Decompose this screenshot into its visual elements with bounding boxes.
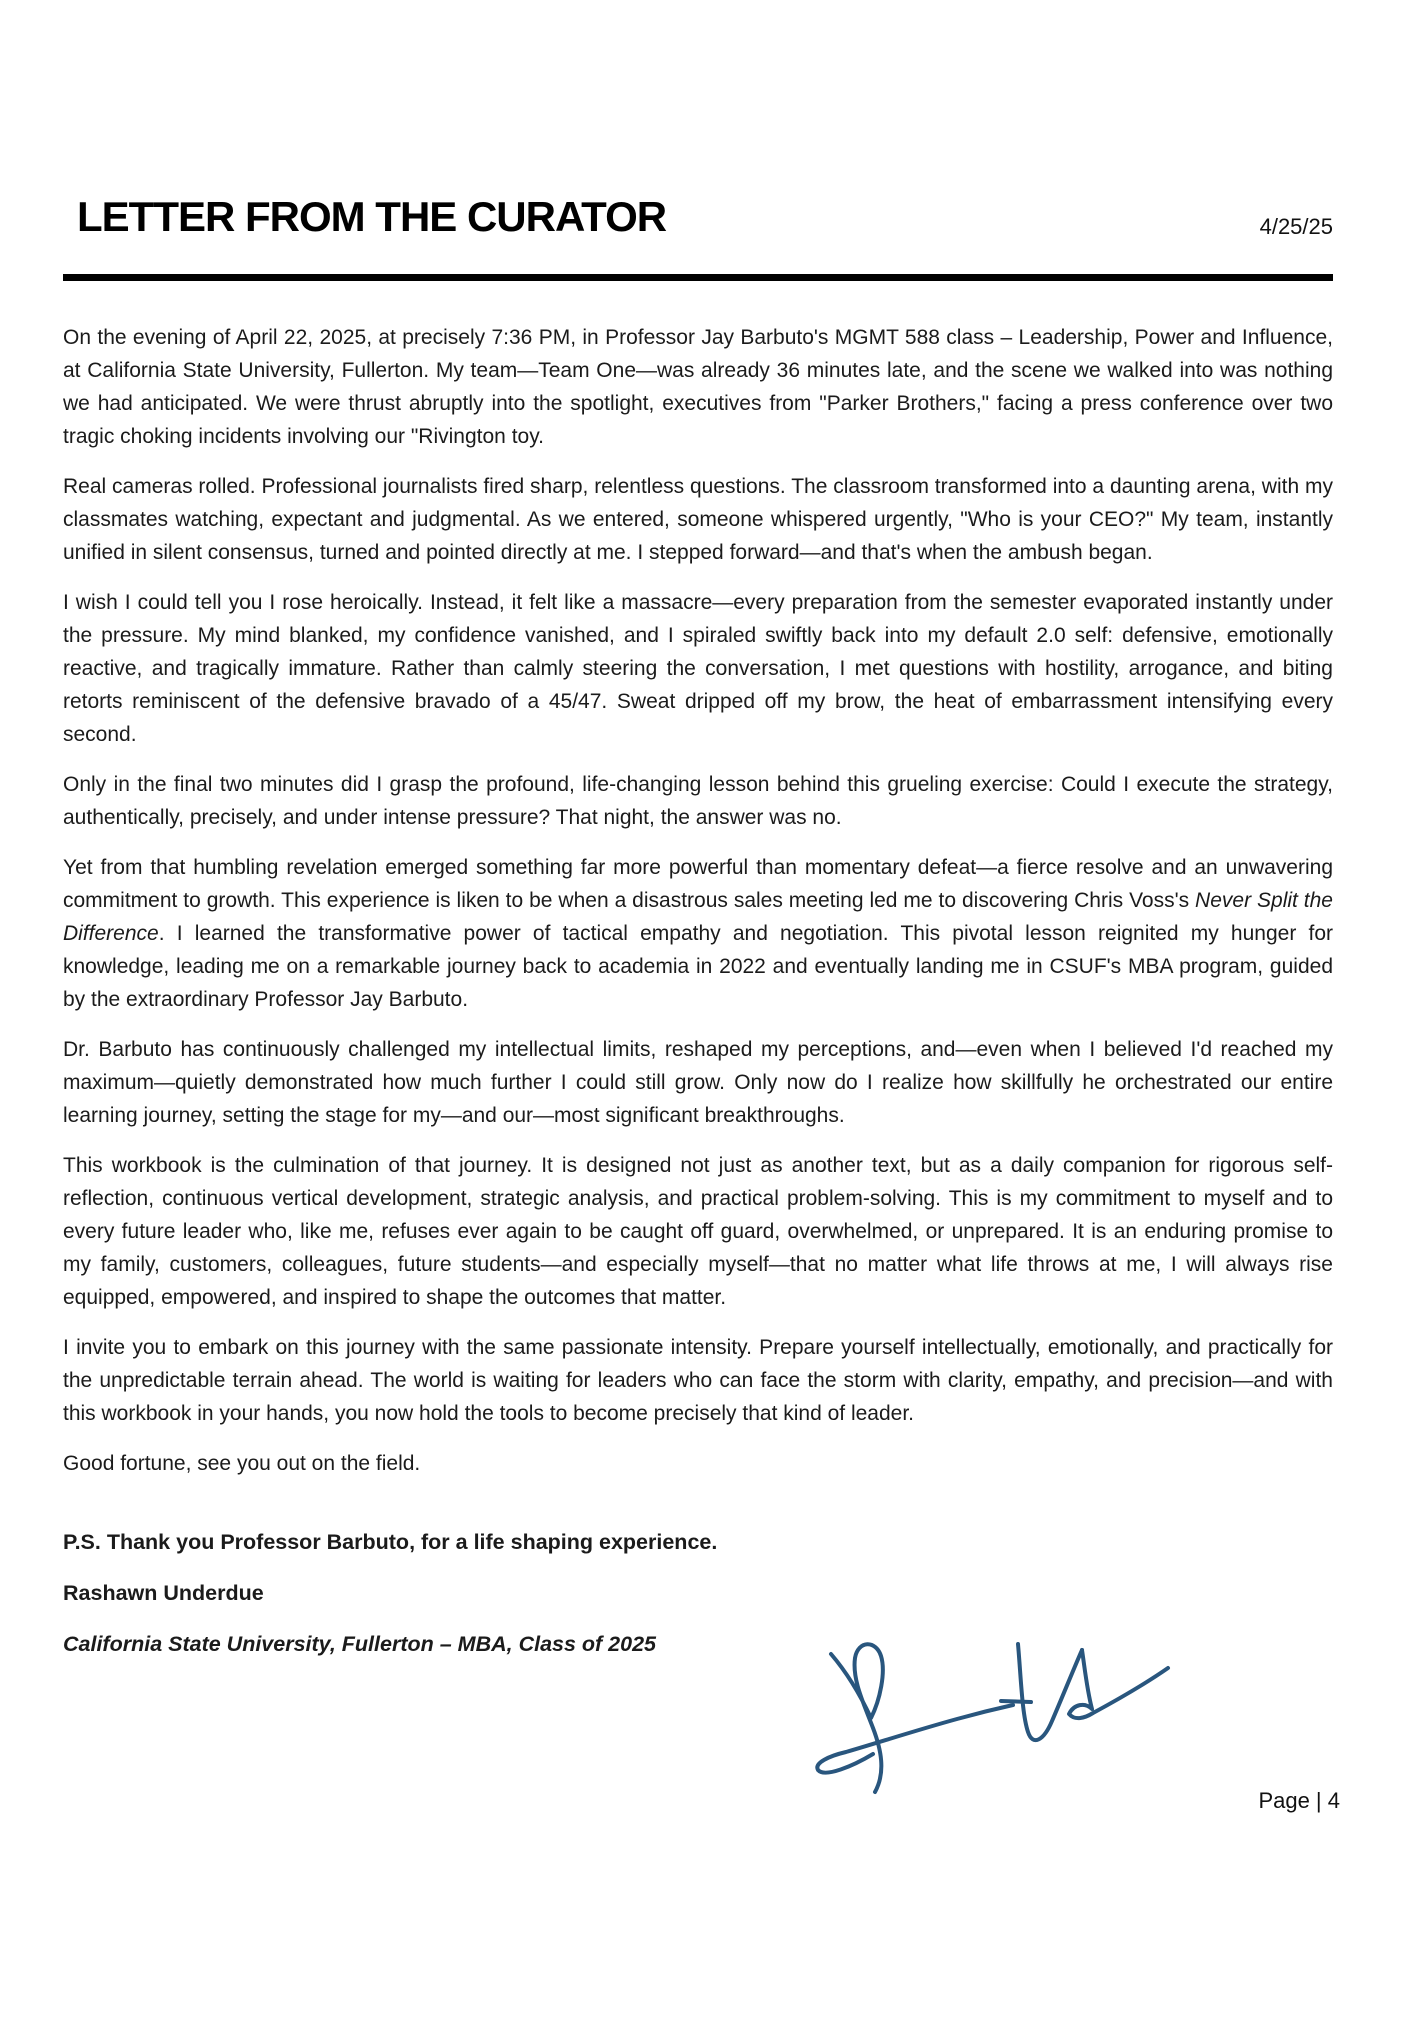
page-title: LETTER FROM THE CURATOR xyxy=(77,193,667,240)
title-divider xyxy=(63,274,1333,281)
body-paragraph: On the evening of April 22, 2025, at precisely 7:36 PM, in Professor Jay Barbuto's MGMT 588 class – Leadership, Power and Influence, at California State University, Fullerton. My team—Team One—was already 36 minutes late, and the scene we walked into was nothing we had anticipated. We were thrust abruptly into the spotlight, executives from "Parker Brothers," facing a press conference over two tragic choking incidents involving our "Rivington toy. xyxy=(63,326,1333,448)
body-paragraph xyxy=(63,851,1333,1016)
body-paragraph: I wish I could tell you I rose heroically. Instead, it felt like a massacre—every preparation from the semester evaporated instantly under the pressure. My mind blanked, my confidence vanished, and I spiraled swiftly back into my default 2.0 self: defensive, emotionally reactive, and tragically immature. Rather than calmly steering the conversation, I met questions with hostility, arrogance, and biting retorts reminiscent of the defensive bravado of a 45/47. Sweat dripped off my brow, the heat of embarrassment intensifying every second. xyxy=(63,591,1333,746)
ps-line: P.S. Thank you Professor Barbuto, for a life shaping experience. xyxy=(63,1530,718,1554)
body-paragraph: Good fortune, see you out on the field. xyxy=(63,1452,421,1475)
closing-block xyxy=(63,1526,1333,1661)
body-paragraph: I invite you to embark on this journey with the same passionate intensity. Prepare yourself intellectually, emotionally, and practically for the unpredictable terrain ahead. The world is waiting for leaders who can face the storm with clarity, empathy, and precision—and with this workbook in your hands, you now hold the tools to become precisely that kind of leader. xyxy=(63,1336,1333,1425)
book-title: Never Split the Difference xyxy=(63,889,1333,945)
body-paragraph: This workbook is the culmination of that journey. It is designed not just as another text, but as a daily companion for rigorous self-reflection, continuous vertical development, strategic analysis, and practical problem-solving. This is my commitment to myself and to every future leader who, like me, refuses ever again to be caught off guard, overwhelmed, or unprepared. It is an enduring promise to my family, customers, colleagues, future students—and especially myself—that no matter what life throws at me, I will always rise equipped, empowered, and inspired to shape the outcomes that matter. xyxy=(63,1154,1333,1309)
author-name: Rashawn Underdue xyxy=(63,1581,264,1605)
document-date: 4/25/25 xyxy=(1259,214,1333,239)
page-number: Page | 4 xyxy=(1258,1788,1340,1813)
body-paragraph: Dr. Barbuto has continuously challenged my intellectual limits, reshaped my perceptions, and—even when I believed I'd reached my maximum—quietly demonstrated how much further I could still grow. Only now do I realize how skillfully he orchestrated our entire learning journey, setting the stage for my—and our—most significant breakthroughs. xyxy=(63,1038,1333,1127)
page-header xyxy=(63,193,1333,240)
paragraph-text: Yet from that humbling revelation emerged something far more powerful than momentary defeat—a fierce resolve and an unwavering commitment to growth. This experience is liken to be when a disastrous sales meeting led me to discovering Chris Voss's xyxy=(63,856,1333,912)
body-paragraph: Real cameras rolled. Professional journalists fired sharp, relentless questions. The classroom transformed into a daunting arena, with my classmates watching, expectant and judgmental. As we entered, someone whispered urgently, "Who is your CEO?" My team, instantly unified in silent consensus, turned and pointed directly at me. I stepped forward—and that's when the ambush began. xyxy=(63,475,1333,564)
paragraph-text: . I learned the transformative power of tactical empathy and negotiation. This pivotal lesson reignited my hunger for knowledge, leading me on a remarkable journey back to academia in 2022 and eventually landing me in CSUF's MBA program, guided by the extraordinary Professor Jay Barbuto. xyxy=(63,922,1333,1011)
author-affiliation: California State University, Fullerton – MBA, Class of 2025 xyxy=(63,1632,657,1656)
body-paragraph: Only in the final two minutes did I grasp the profound, life-changing lesson behind this grueling exercise: Could I execute the strategy, authentically, precisely, and under intense pressure? That night, the answer was no. xyxy=(63,773,1333,829)
letter-body xyxy=(63,321,1333,1480)
